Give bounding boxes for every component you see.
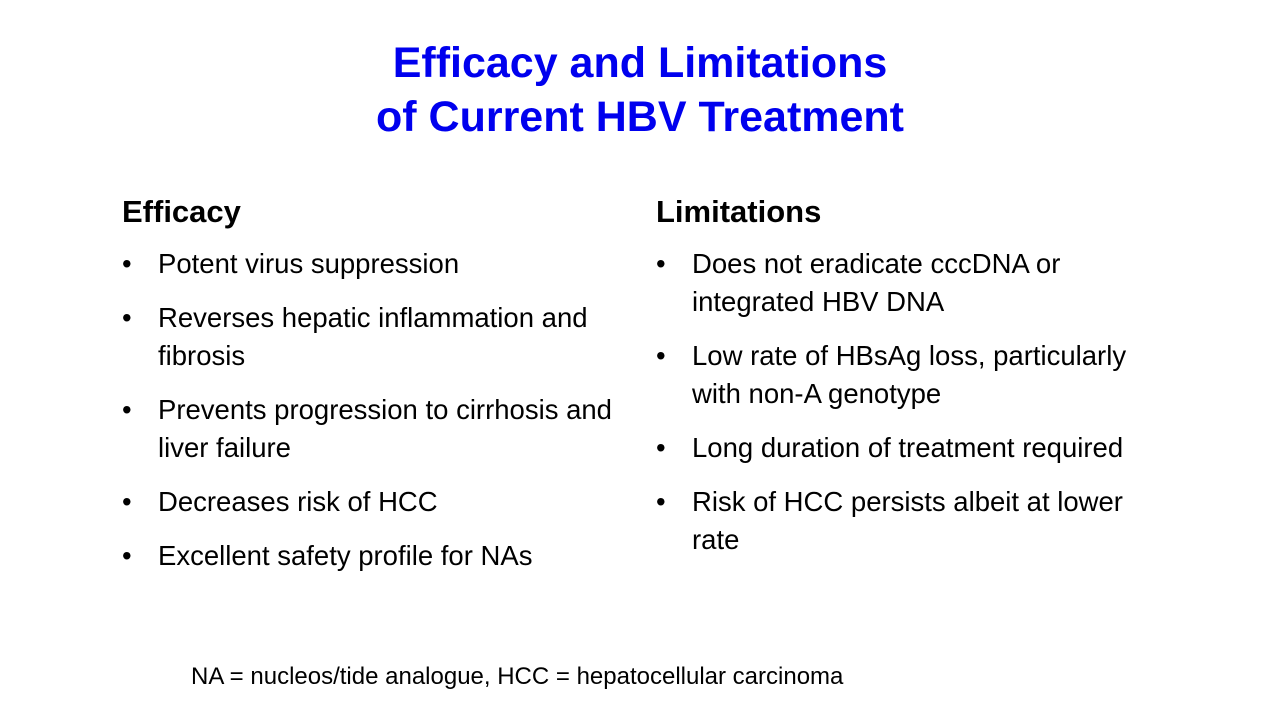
efficacy-item — [122, 537, 622, 575]
limitations-item — [656, 245, 1176, 321]
efficacy-list — [122, 245, 622, 575]
bullet-icon: • — [122, 302, 132, 333]
bullet-icon: • — [656, 248, 666, 279]
limitations-item-text: Long duration of treatment required — [692, 432, 1124, 463]
efficacy-item — [122, 245, 622, 283]
limitations-item-text: Does not eradicate cccDNA or integrated HBV DNA — [692, 248, 1061, 317]
limitations-item-text: Low rate of HBsAg loss, particularly with non-A genotype — [692, 340, 1127, 409]
efficacy-column — [122, 192, 622, 591]
bullet-icon: • — [656, 432, 666, 463]
footnote: NA = nucleos/tide analogue, HCC = hepatocellular carcinoma — [191, 663, 844, 690]
title-line-2: of Current HBV Treatment — [375, 93, 904, 141]
title-line-1: Efficacy and Limitations — [392, 39, 888, 87]
slide-title — [0, 36, 1280, 144]
bullet-icon: • — [122, 486, 132, 517]
efficacy-item-text: Potent virus suppression — [158, 248, 460, 279]
efficacy-item — [122, 483, 622, 521]
limitations-item-text: Risk of HCC persists albeit at lower rate — [692, 486, 1123, 555]
bullet-icon: • — [656, 340, 666, 371]
limitations-item — [656, 483, 1176, 559]
bullet-icon: • — [122, 248, 132, 279]
bullet-icon: • — [122, 394, 132, 425]
efficacy-item — [122, 299, 622, 375]
efficacy-item-text: Decreases risk of HCC — [158, 486, 438, 517]
limitations-column — [656, 192, 1176, 575]
efficacy-heading: Efficacy — [122, 194, 241, 229]
efficacy-item-text: Excellent safety profile for NAs — [158, 540, 533, 571]
limitations-list — [656, 245, 1176, 559]
limitations-heading: Limitations — [656, 194, 822, 229]
bullet-icon: • — [122, 540, 132, 571]
limitations-item — [656, 337, 1176, 413]
bullet-icon: • — [656, 486, 666, 517]
efficacy-item — [122, 391, 622, 467]
efficacy-item-text: Reverses hepatic inflammation and fibrosis — [158, 302, 588, 371]
efficacy-item-text: Prevents progression to cirrhosis and liver failure — [158, 394, 612, 463]
limitations-item — [656, 429, 1176, 467]
